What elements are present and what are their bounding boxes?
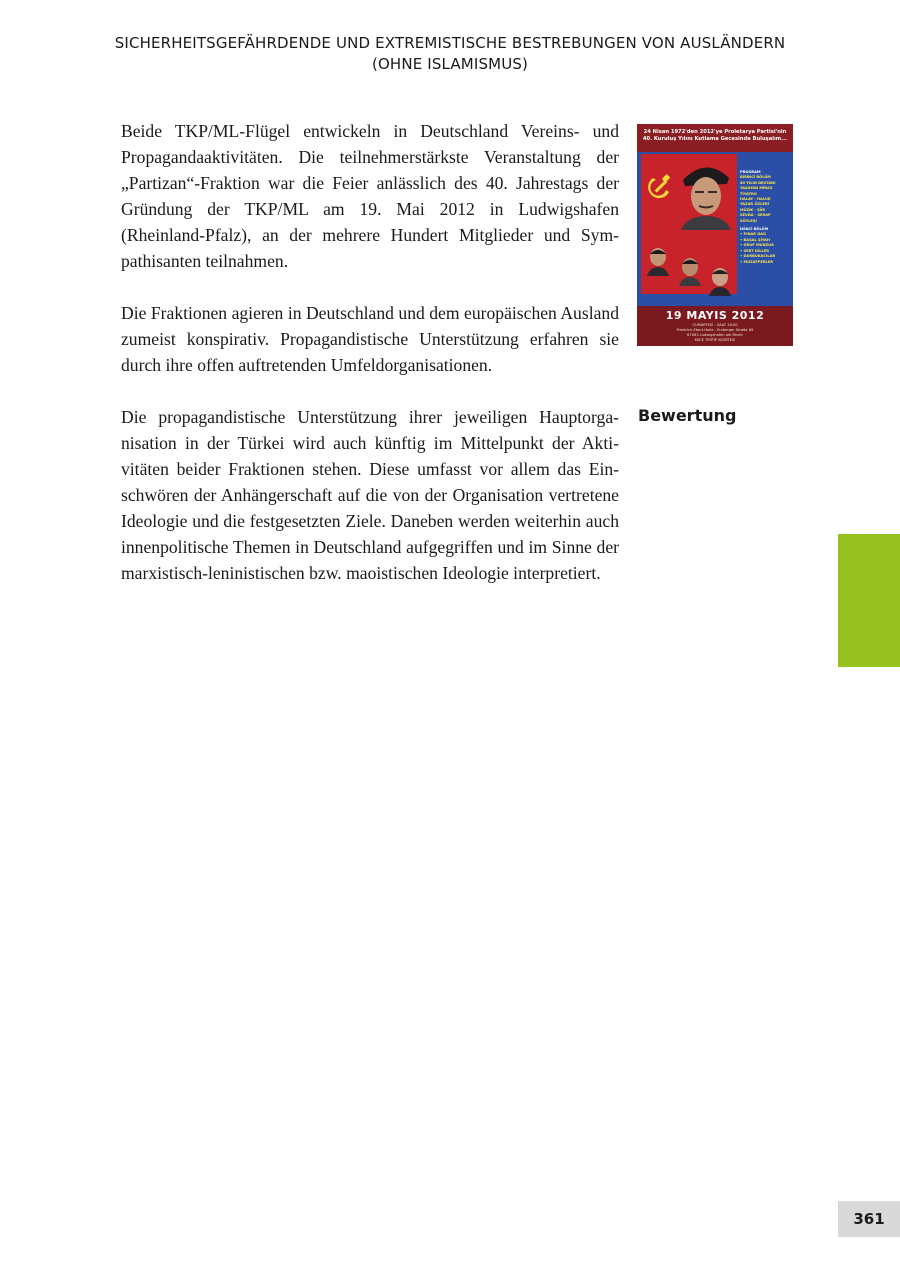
poster-second-item: • MUZAFFERLER (740, 259, 774, 264)
poster-portrait (677, 158, 735, 230)
poster-date: 19 MAYIS 2012 (665, 309, 765, 322)
running-header-line2: (OHNE ISLAMISMUS) (371, 55, 529, 73)
poster-second-item: • DARBUKACILAR (740, 254, 776, 259)
poster-portrait-small-1 (645, 246, 671, 276)
poster-second-item: • SERT DİLLER (740, 248, 770, 253)
poster-program-item: HALAY · HALUK (740, 197, 771, 202)
poster-program-item: TİYATRO (740, 191, 757, 196)
poster-second-item: • BAŞAL ŞİYAH (740, 237, 770, 242)
poster-time: CUMARTESİ - SAAT 16:00 (692, 323, 738, 327)
poster-program-item: YAZAR ÖZLERİ (740, 202, 769, 207)
paragraph-2: Die Fraktionen agieren in Deutschland und dem europäischen Ausland zumeist konspirativ. Propagandistische Unterstützung erfahren sie durch ihre offen auftretenden Umfeldorganisationen. (121, 303, 619, 375)
poster-title-band (637, 124, 793, 152)
page-number-box (838, 1201, 900, 1237)
poster-venue: Friedrich-Ebert-Halle - Erzberger Straße 89 (676, 328, 754, 332)
hammer-sickle-icon (645, 172, 675, 202)
poster-program-item: 40 YILIN DESTANI (740, 180, 776, 185)
sidebar-heading-bewertung: Bewertung (638, 406, 737, 425)
poster-program-item: SEVDA · SERAP (740, 213, 771, 218)
poster-program-item: MÜZİK · ŞİİR (740, 207, 766, 212)
poster-program-heading: PROGRAM (740, 170, 761, 174)
paragraph-1: Beide TKP/ML-Flügel entwickeln in Deutschland Vereins- und Propagandaaktivitäten. Die teilnehmerstärkste Veranstaltung der „Partizan“-Fraktion war die Feier anlässlich des 40. Jahrestags der Gründung der TKP/ML am 19. Mai 2012 in Ludwigshafen (Rheinland-Pfalz), an der mehrere Hundert Mitglieder und Sympathisanten teilnahmen. (121, 121, 619, 271)
paragraph-3: Die propagandistische Unterstützung ihrer jeweiligen Hauptorganisation in der Türkei wird auch künftig im Mittelpunkt der Aktivitäten beider Fraktionen stehen. Diese umfasst vor allem das Einschwören der Anhängerschaft auf die von der Organisation vertretene Ideologie und die festgesetzten Ziele. Daneben werden weiterhin auch innenpolitische Themen in Deutschland aufgegriffen und im Sinne der marxistisch-leninistischen bzw. maoistischen Ideologie interpretiert. (121, 407, 619, 583)
poster-title-line2: 40. Kuruluş Yılını Kutlama Gecesinde Buluşalım... (642, 136, 788, 142)
poster-portrait-small-2 (677, 256, 703, 286)
running-header-line1: SICHERHEITSGEFÄHRDENDE UND EXTREMISTISCHE BESTREBUNGEN VON AUSLÄNDERN (114, 34, 786, 52)
poster-second-heading: İKİNCİ BÖLÜM (740, 227, 769, 232)
poster-city: 67063 Ludwigshafen am Rhein (687, 333, 743, 337)
event-poster-image (637, 124, 793, 346)
poster-second-item: • GRUP MUNZUR (740, 243, 774, 248)
poster-program-item: YAŞAYAN MİRAS (740, 186, 773, 191)
poster-program-item: BİRİNCİ BÖLÜM (740, 175, 771, 180)
page-number: 361 (853, 1210, 885, 1228)
chapter-tab-marker (838, 534, 900, 667)
poster-date-band (637, 306, 793, 346)
running-header (0, 33, 900, 75)
main-text (121, 118, 619, 612)
poster-program-item: SÖYLEŞİ (740, 218, 757, 223)
poster-title-line1: 24 Nisan 1972'den 2012'ye Proletarya Partisi'nin (643, 129, 787, 135)
poster-committee: KKCE TERTİP KOMİTESİ (694, 338, 736, 342)
poster-program-list (740, 170, 790, 265)
poster-second-item: • PINAR DAĞ (740, 232, 767, 237)
poster-portrait-small-3 (707, 266, 733, 296)
